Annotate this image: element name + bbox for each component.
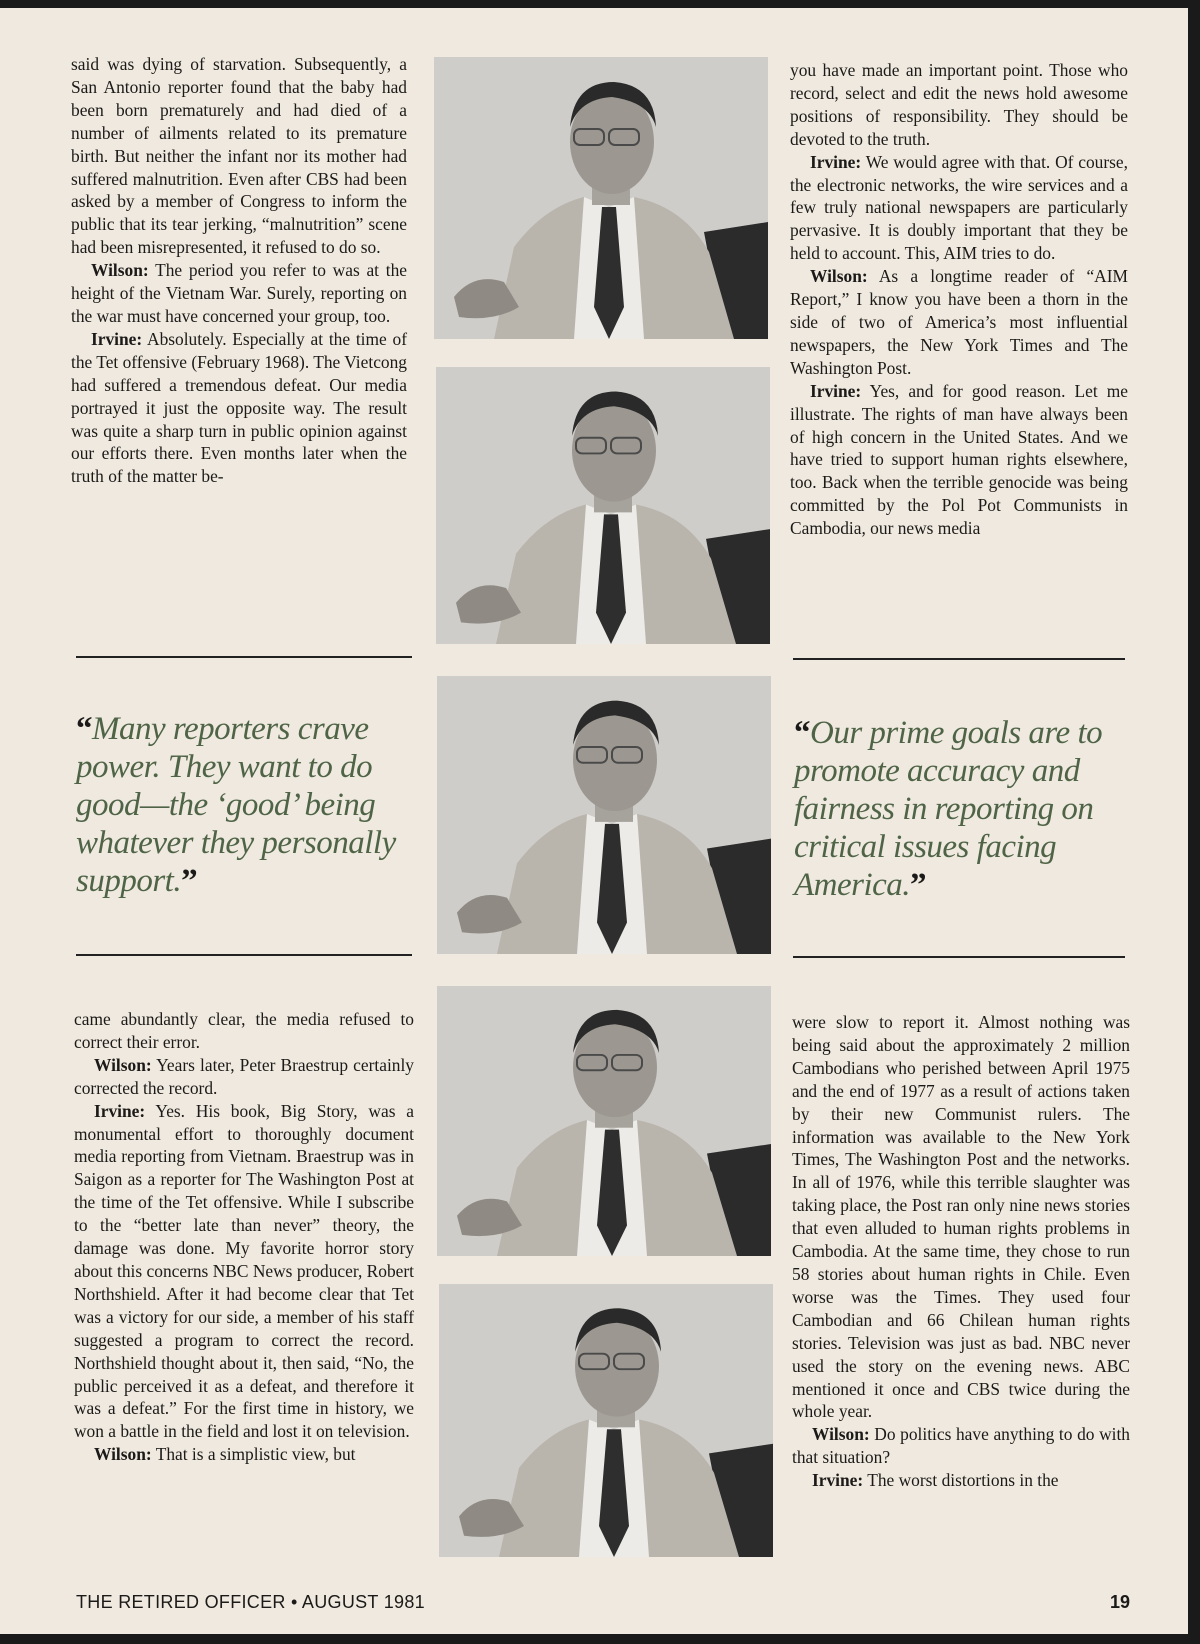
paragraph-text: Yes. His book, Big Story, was a monumental effort to thoroughly document media reporting from Vietnam. Braestrup was in Saigon as a reporter for The Washington Post at the time of the Tet offensive. While I subscribe to the “better late than never” theory, the damage was done. My favorite horror story about this concerns NBC News producer, Robert Northshield. After it had become clear that Tet was a victory for our side, a member of his staff suggested a program to correct the record. Northshield thought about it, then said, “No, the public perceived it as a defeat, and therefore it was a defeat.” For the first time in history, we won a battle in the field and lost it on television.: [74, 1100, 414, 1442]
speaker-label: Irvine:: [94, 1100, 146, 1121]
right-column-bottom: [792, 1011, 1130, 1492]
scan-bottom-edge: [0, 1634, 1200, 1644]
interview-photo-4: [437, 986, 771, 1256]
speaker-label: Irvine:: [810, 151, 862, 172]
pull-quote-rule-bottom-left: [76, 954, 412, 956]
pull-quote-rule-bottom-right: [793, 956, 1125, 958]
speaker-label: Wilson:: [91, 260, 149, 281]
paragraph-text: We would agree with that. Of course, the electronic networks, the wire services and a few truly national newspapers are particularly pervasive. It is doubly important that they be held to account. This, AIM tries to do.: [790, 151, 1128, 264]
scan-right-edge: [1188, 0, 1200, 1644]
paragraph: [792, 1423, 1130, 1469]
left-column-top: [71, 53, 407, 488]
close-quote-mark: ”: [181, 863, 198, 899]
paragraph: were slow to report it. Almost nothing was being said about the approximately 2 million Cambodians who perished between April 1975 and the end of 1977 as a result of actions taken by their new Communist rulers. The information was available to the New York Times, The Washington Post and the networks. In all of 1976, while this terrible slaughter was taking place, the Post ran only nine news stories that even alluded to human rights problems in Cambodia. At the same time, they chose to run 58 stories about human rights in Chile. Even worse was the Times. They used four Cambodian and 66 Chilean human rights stories. Television was just as bad. NBC never used the story on the evening news. ABC mentioned it once and CBS twice during the whole year.: [792, 1012, 1130, 1422]
close-quote-mark: ”: [910, 867, 927, 903]
paragraph: [71, 259, 407, 328]
page-number: 19: [1110, 1592, 1131, 1612]
paragraph: [790, 380, 1128, 540]
paragraph: [71, 328, 407, 488]
speaker-label: Wilson:: [94, 1444, 152, 1465]
paragraph: [74, 1054, 414, 1100]
scan-top-edge: [0, 0, 1200, 8]
paragraph-text: As a longtime reader of “AIM Report,” I know you have been a thorn in the side of two of America’s most influential newspapers, the New York Times and The Washington Post.: [790, 266, 1128, 378]
paragraph-text: Absolutely. Especially at the time of the Tet offensive (February 1968). The Vietcong had suffered a tremendous defeat. Our media portrayed it just the opposite way. The result was quite a sharp turn in public opinion against our efforts there. Even months later when the truth of the matter be-: [71, 328, 407, 487]
speaker-label: Irvine:: [810, 380, 862, 401]
paragraph: said was dying of starvation. Subsequently, a San Antonio reporter found that the baby had been born prematurely and had died of a number of ailments related to its premature birth. But neither the infant nor its mother had suffered malnutrition. Even after CBS had been asked by a member of Congress to inform the public that its tear jerking, “malnutrition” scene had been misrepresented, it refused to do so.: [71, 54, 407, 258]
open-quote-mark: “: [794, 715, 810, 751]
publication-footer: THE RETIRED OFFICER • AUGUST 1981: [76, 1592, 425, 1612]
paragraph-text: Yes, and for good reason. Let me illustrate. The rights of man have always been of high concern in the United States. And we have tried to support human rights elsewhere, too. Back when the terrible genocide was being committed by the Pol Pot Communists in Cambodia, our news media: [790, 380, 1128, 539]
paragraph-text: Years later, Peter Braestrup certainly corrected the record.: [74, 1054, 414, 1098]
speaker-label: Wilson:: [94, 1054, 152, 1075]
speaker-label: Irvine:: [91, 328, 143, 349]
paragraph: [790, 265, 1128, 380]
speaker-label: Wilson:: [812, 1424, 870, 1445]
interview-photo-3: [437, 676, 771, 954]
speaker-label: Wilson:: [810, 266, 868, 287]
interview-photo-5: [439, 1284, 773, 1557]
paragraph: [74, 1443, 414, 1466]
pull-quote-left: [76, 710, 416, 900]
right-column-top: [790, 59, 1128, 540]
paragraph: came abundantly clear, the media refused to correct their error.: [74, 1009, 414, 1052]
pull-quote-right: [794, 714, 1134, 904]
open-quote-mark: “: [76, 711, 92, 747]
paragraph: [790, 151, 1128, 266]
speaker-label: Irvine:: [812, 1470, 864, 1491]
paragraph-text: The worst distortions in the: [863, 1470, 1059, 1491]
pull-quote-text: Our prime goals are to promote accuracy and fairness in reporting on critical issues facing America.: [794, 715, 1103, 903]
paragraph-text: Do politics have anything to do with that situation?: [792, 1424, 1130, 1468]
paragraph-text: That is a simplistic view, but: [151, 1444, 356, 1465]
paragraph: you have made an important point. Those who record, select and edit the news hold awesome positions of responsibility. They should be devoted to the truth.: [790, 60, 1128, 149]
paragraph: [792, 1469, 1130, 1492]
interview-photo-2: [436, 367, 770, 644]
interview-photo-1: [434, 57, 768, 339]
paragraph-text: The period you refer to was at the height of the Vietnam War. Surely, reporting on the war must have concerned your group, too.: [71, 260, 407, 326]
pull-quote-text: Many reporters crave power. They want to do good—the ‘good’ being whatever they personally support.: [76, 711, 396, 899]
left-column-bottom: [74, 1008, 414, 1466]
pull-quote-rule-top-right: [793, 658, 1125, 660]
paragraph: [74, 1100, 414, 1444]
pull-quote-rule-top-left: [76, 656, 412, 658]
